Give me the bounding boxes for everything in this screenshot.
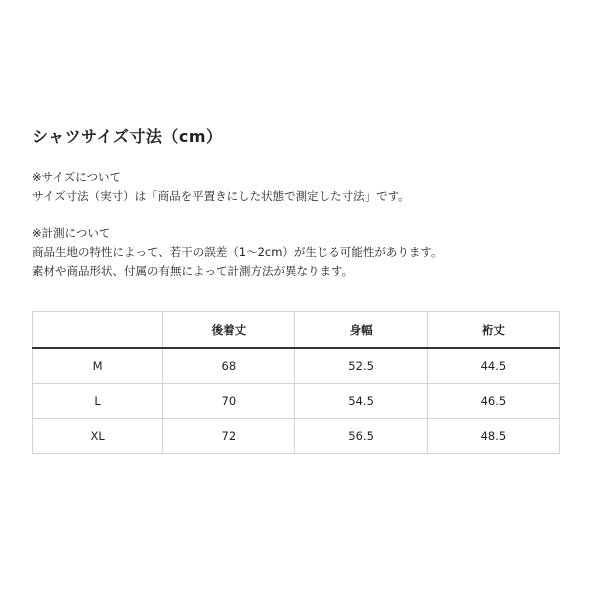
cell-body-width: 52.5 bbox=[295, 348, 427, 384]
table-row bbox=[33, 384, 560, 419]
header-size bbox=[33, 312, 163, 349]
cell-body-width: 54.5 bbox=[295, 384, 427, 419]
header-back-length: 後着丈 bbox=[163, 312, 295, 349]
cell-sleeve-length: 46.5 bbox=[427, 384, 559, 419]
size-table bbox=[32, 311, 560, 454]
cell-back-length: 70 bbox=[163, 384, 295, 419]
cell-sleeve-length: 44.5 bbox=[427, 348, 559, 384]
measurement-note bbox=[32, 224, 443, 281]
cell-size: M bbox=[33, 348, 163, 384]
measurement-note-heading: ※計測について bbox=[32, 226, 111, 240]
header-body-width: 身幅 bbox=[295, 312, 427, 349]
table-header-row bbox=[33, 312, 560, 349]
cell-back-length: 68 bbox=[163, 348, 295, 384]
size-note-heading: ※サイズについて bbox=[32, 170, 121, 184]
cell-size: XL bbox=[33, 419, 163, 454]
cell-size: L bbox=[33, 384, 163, 419]
measurement-note-line-2: 素材や商品形状、付属の有無によって計測方法が異なります。 bbox=[32, 264, 354, 278]
size-note bbox=[32, 168, 410, 206]
header-sleeve-length: 裄丈 bbox=[427, 312, 559, 349]
cell-body-width: 56.5 bbox=[295, 419, 427, 454]
table-row bbox=[33, 419, 560, 454]
page-title: シャツサイズ寸法（cm） bbox=[32, 127, 223, 146]
cell-back-length: 72 bbox=[163, 419, 295, 454]
size-note-text: サイズ寸法（実寸）は「商品を平置きにした状態で測定した寸法」です。 bbox=[32, 189, 410, 203]
cell-sleeve-length: 48.5 bbox=[427, 419, 559, 454]
table-row bbox=[33, 348, 560, 384]
measurement-note-line-1: 商品生地の特性によって、若干の誤差（1〜2cm）が生じる可能性があります。 bbox=[32, 245, 443, 259]
